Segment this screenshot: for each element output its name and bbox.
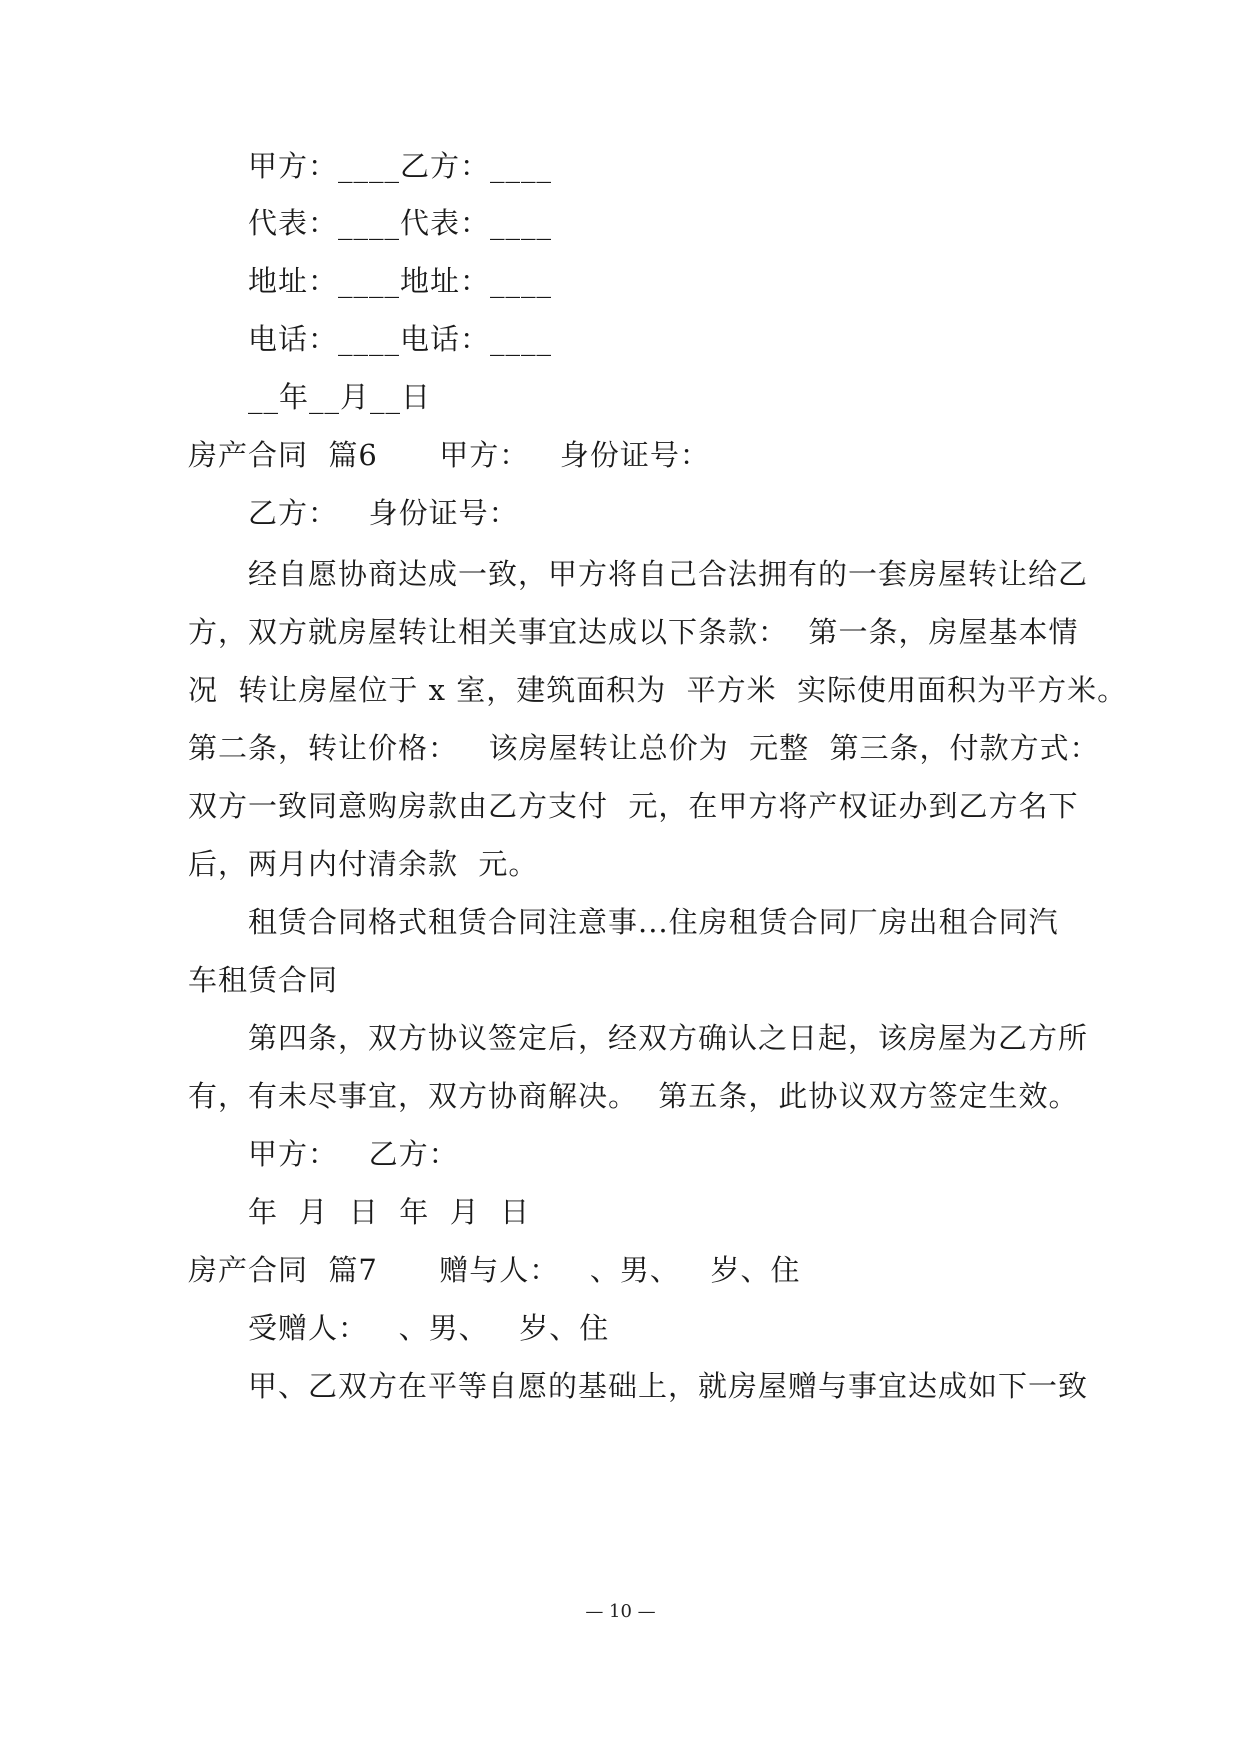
paragraph-line: 有，有未尽事宜，双方协商解决。 第五条，此协议双方签定生效。 — [188, 1079, 1079, 1113]
paragraph-line: 况 转让房屋位于 x 室，建筑面积为 平方米 实际使用面积为平方米。 — [188, 673, 1128, 707]
section-heading-6: 房产合同 篇6 甲方： 身份证号： — [188, 438, 710, 472]
representative-line: 代表：____代表：____ — [248, 206, 553, 240]
page-number: — 10 — — [585, 1601, 656, 1622]
party-a-b-line: 甲方：____乙方：____ — [248, 149, 553, 183]
signature-date-line: 年 月 日 年 月 日 — [248, 1195, 531, 1229]
related-links-line: 车租赁合同 — [188, 963, 339, 997]
party-b-id-line: 乙方： 身份证号： — [248, 496, 519, 530]
signature-line: 甲方： 乙方： — [248, 1137, 459, 1171]
section-heading-7: 房产合同 篇7 赠与人： 、男、 岁、住 — [188, 1253, 801, 1287]
address-line: 地址：____地址：____ — [248, 264, 553, 298]
paragraph-line: 第二条，转让价格： 该房屋转让总价为 元整 第三条，付款方式： — [188, 731, 1100, 765]
paragraph-line: 后，两月内付清余款 元。 — [188, 847, 539, 881]
paragraph-line: 经自愿协商达成一致，甲方将自己合法拥有的一套房屋转让给乙 — [248, 557, 1089, 591]
paragraph-line: 甲、乙双方在平等自愿的基础上，就房屋赠与事宜达成如下一致 — [248, 1369, 1089, 1403]
date-line: __年__月__日 — [248, 380, 432, 414]
phone-line: 电话：____电话：____ — [248, 322, 553, 356]
related-links-line: 租赁合同格式租赁合同注意事...住房租赁合同厂房出租合同汽 — [248, 905, 1059, 939]
paragraph-line: 双方一致同意购房款由乙方支付 元，在甲方将产权证办到乙方名下 — [188, 789, 1079, 823]
paragraph-line: 方，双方就房屋转让相关事宜达成以下条款： 第一条，房屋基本情 — [188, 615, 1079, 649]
recipient-line: 受赠人： 、男、 岁、住 — [248, 1311, 610, 1345]
paragraph-line: 第四条，双方协议签定后，经双方确认之日起，该房屋为乙方所 — [248, 1021, 1089, 1055]
